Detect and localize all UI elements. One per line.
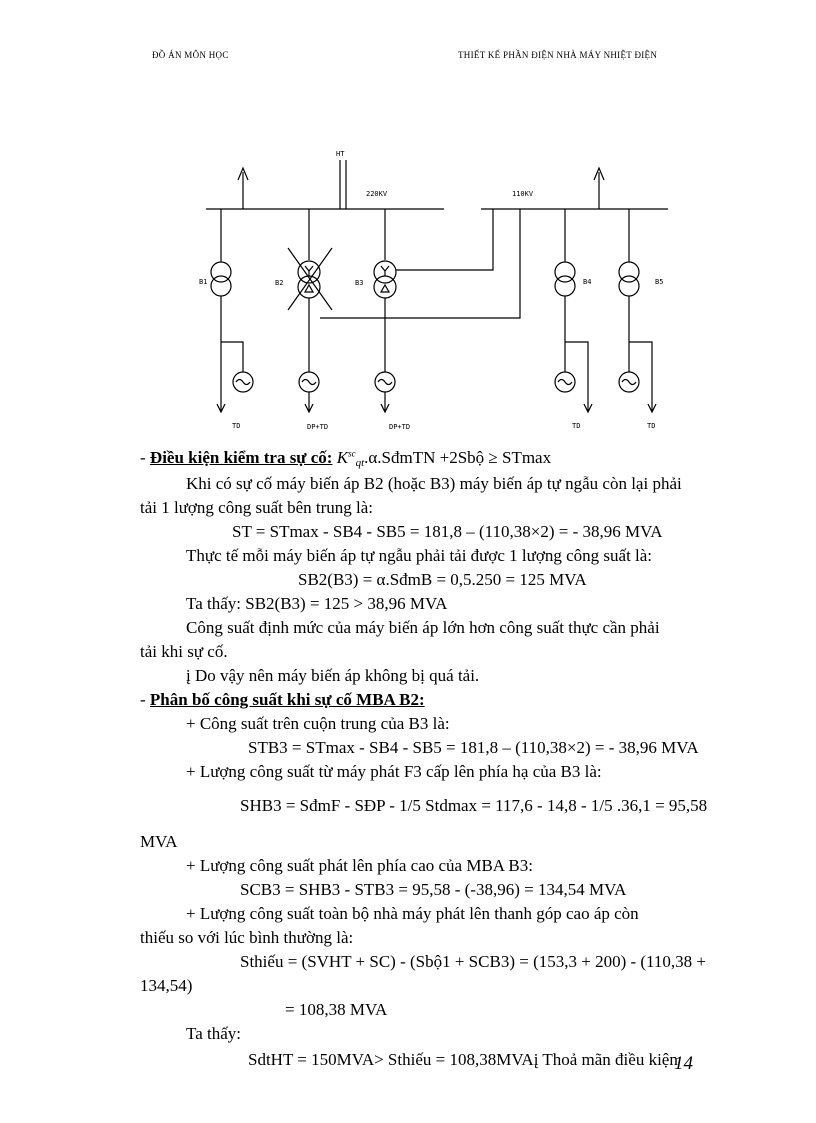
- p6: + Công suất trên cuộn trung của B3 là:: [186, 714, 450, 733]
- mva-wrap: MVA: [140, 832, 178, 851]
- p2: Thực tế mỗi máy biến áp tự ngẫu phải tải được 1 lượng công suất là:: [186, 546, 653, 565]
- label-load-3: DP+TD: [389, 423, 411, 431]
- eq6c: = 108,38 MVA: [285, 1000, 388, 1019]
- label-load-5: TD: [647, 422, 656, 430]
- p4: Công suất định mức của máy biến áp lớn hơn công suất thực cần phải: [186, 618, 660, 637]
- p1: Khi có sự cố máy biến áp B2 (hoặc B3) máy biến áp tự ngẫu còn lại phải: [186, 474, 682, 493]
- label-b1: B1: [199, 278, 208, 286]
- label-load-2: DP+TD: [307, 423, 329, 431]
- p1b: tải 1 lượng công suất bên trung là:: [140, 498, 374, 517]
- p4b: tải khi sự cố.: [140, 642, 228, 661]
- condition-line: - Điều kiện kiểm tra sự cố: $K^{sc}_{qt}.\alpha.SđmTN$ +2Sbộ ≥ STmax: [140, 448, 552, 469]
- eq3: STB3 = STmax - SB4 - SB5 = 181,8 – (110,38×2) = - 38,96 MVA: [248, 738, 699, 757]
- label-load-1: TD: [232, 422, 241, 430]
- label-b4: B4: [583, 278, 592, 286]
- page-number: 14: [674, 1053, 693, 1074]
- single-line-diagram: [0, 0, 816, 440]
- p7: + Lượng công suất từ máy phát F3 cấp lên phía hạ của B3 là:: [186, 762, 602, 781]
- dist-title: Phân bố công suất khi sự cố MBA B2:: [149, 690, 425, 709]
- p10: Ta thấy:: [186, 1024, 241, 1043]
- header-right: THIẾT KẾ PHẦN ĐIỆN NHÀ MÁY NHIỆT ĐIỆN: [458, 50, 658, 60]
- header-left: ĐỒ ÁN MÔN HỌC: [152, 50, 229, 60]
- p9: + Lượng công suất toàn bộ nhà máy phát lên thanh góp cao áp còn: [186, 904, 639, 923]
- p3: Ta thấy: SB2(B3) = 125 > 38,96 MVA: [186, 594, 448, 613]
- p9b: thiếu so với lúc bình thường là:: [140, 928, 354, 947]
- eq6: Sthiếu = (SVHT + SC) - (Sbộ1 + SCB3) = (153,3 + 200) - (110,38 +: [240, 952, 707, 971]
- p5: į Do vậy nên máy biến áp không bị quá tải.: [186, 666, 480, 685]
- dist-line: - Phân bố công suất khi sự cố MBA B2:: [140, 690, 425, 709]
- eq2: SB2(B3) = α.SđmB = 0,5.250 = 125 MVA: [298, 570, 587, 589]
- eq6b: 134,54): [140, 976, 193, 995]
- eq4: SHB3 = SđmF - SĐP - 1/5 Stdmax = 117,6 - 14,8 - 1/5 .36,1 = 95,58: [240, 796, 708, 815]
- eq5: SCB3 = SHB3 - STB3 = 95,58 - (-38,96) = 134,54 MVA: [240, 880, 627, 899]
- eq7: SdtHT = 150MVA> Sthiếu = 108,38MVAį Thoả mãn điều kiện: [248, 1050, 678, 1069]
- label-load-4: TD: [572, 422, 581, 430]
- label-110kv: 110KV: [512, 190, 534, 198]
- label-220kv: 220KV: [366, 190, 388, 198]
- condition-title: Điều kiện kiểm tra sự cố:: [149, 448, 333, 467]
- label-b5: B5: [655, 278, 664, 286]
- label-b2: B2: [275, 279, 284, 287]
- label-b3: B3: [355, 279, 364, 287]
- eq1: ST = STmax - SB4 - SB5 = 181,8 – (110,38×2) = - 38,96 MVA: [232, 522, 663, 541]
- label-ht: HT: [336, 150, 345, 158]
- condition-formula: .α.SđmTN +2Sbộ ≥ STmax: [364, 448, 552, 467]
- p8: + Lượng công suất phát lên phía cao của MBA B3:: [186, 856, 533, 875]
